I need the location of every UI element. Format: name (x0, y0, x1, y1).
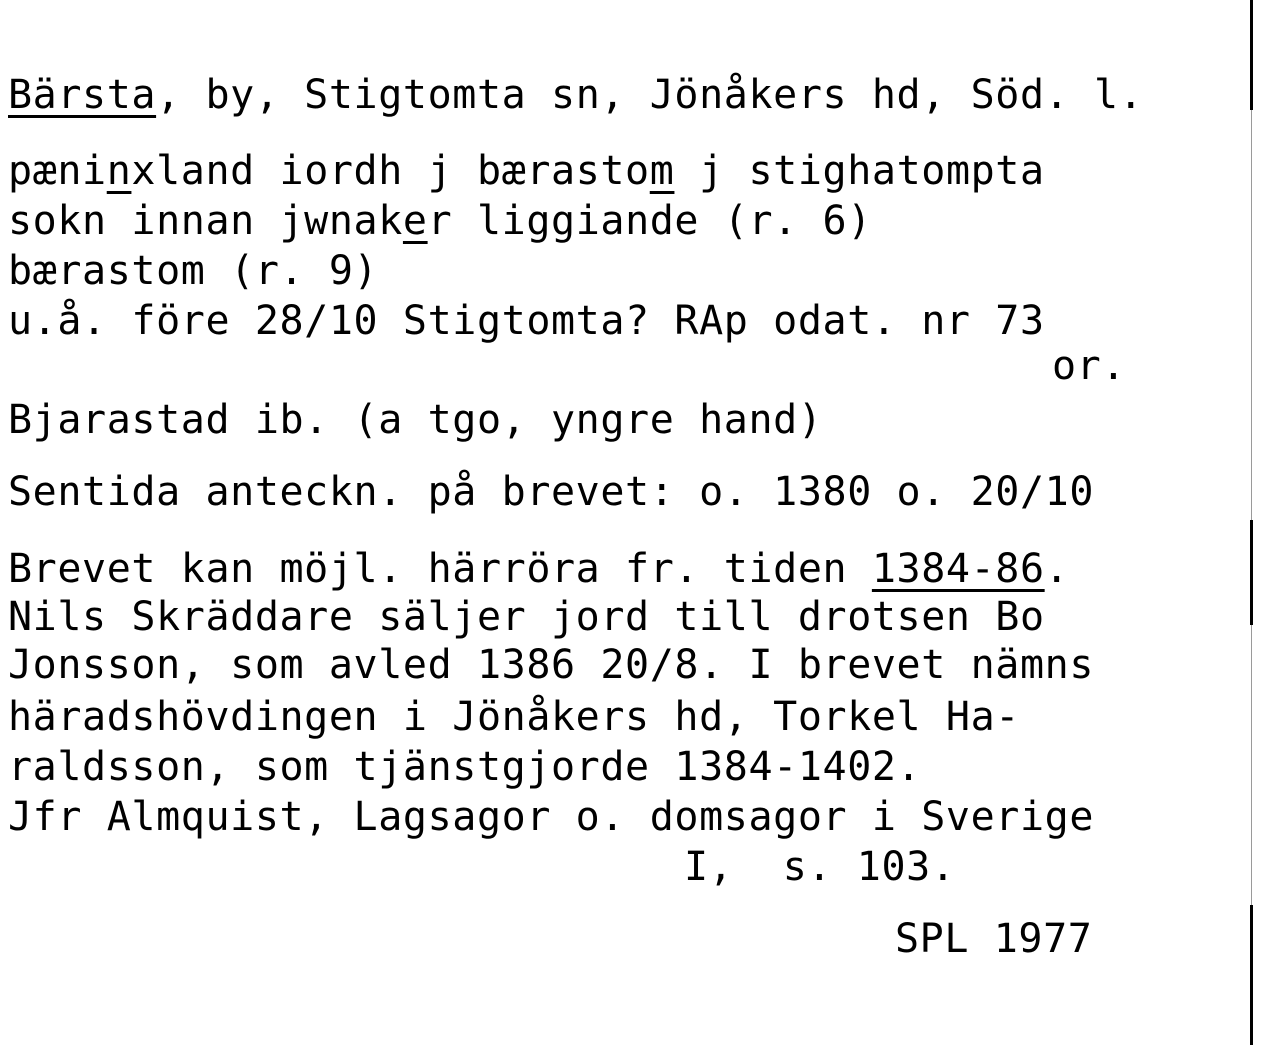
variant-form-line: Bjarastad ib. (a tgo, yngre hand) (8, 397, 823, 443)
note-line-3: Jonsson, som avled 1386 20/8. I brevet nämns (8, 642, 1095, 688)
date-reference-line: u.å. före 28/10 Stigtomta? RAp odat. nr 73 (8, 298, 1045, 344)
original-marker: or. (1052, 343, 1127, 389)
card-edge-faint-line (1251, 625, 1252, 905)
source-text: sokn innan jwnak (8, 198, 403, 244)
underlined-letter: m (649, 148, 675, 194)
date-range: 1384-86 (871, 546, 1045, 592)
source-text: j stighatompta (674, 148, 1045, 194)
source-text: xland iordh j bærasto (131, 148, 650, 194)
note-line-6: Jfr Almquist, Lagsagor o. domsagor i Sverige (8, 794, 1095, 840)
note-text: . (1044, 546, 1070, 592)
card-edge-line (1250, 0, 1253, 110)
heading-rest: , by, Stigtomta sn, Jönåkers hd, Söd. l. (156, 72, 1144, 118)
card-edge-line (1250, 520, 1253, 625)
note-line-1 (8, 545, 1069, 593)
underlined-letter: n (106, 148, 132, 194)
card-edge-line (1250, 905, 1253, 1045)
card-heading (8, 71, 1143, 119)
source-line-3: bærastom (r. 9) (8, 248, 379, 294)
note-text: Brevet kan möjl. härröra fr. tiden (8, 546, 872, 592)
source-text: pæni (8, 148, 107, 194)
card-edge-faint-line (1251, 110, 1252, 520)
note-line-4: häradshövdingen i Jönåkers hd, Torkel Ha- (8, 694, 1020, 740)
note-line-7: I, s. 103. (684, 844, 956, 890)
source-line-1 (8, 147, 1045, 195)
source-line-2 (8, 197, 872, 245)
note-line-2: Nils Skräddare säljer jord till drotsen Bo (8, 594, 1045, 640)
signature: SPL 1977 (895, 916, 1093, 962)
place-name: Bärsta (8, 72, 157, 118)
later-annotation-line: Sentida anteckn. på brevet: o. 1380 o. 20/10 (8, 469, 1095, 515)
source-text: r liggiande (r. 6) (427, 198, 872, 244)
underlined-letter: e (402, 198, 428, 244)
note-line-5: raldsson, som tjänstgjorde 1384-1402. (8, 744, 922, 790)
